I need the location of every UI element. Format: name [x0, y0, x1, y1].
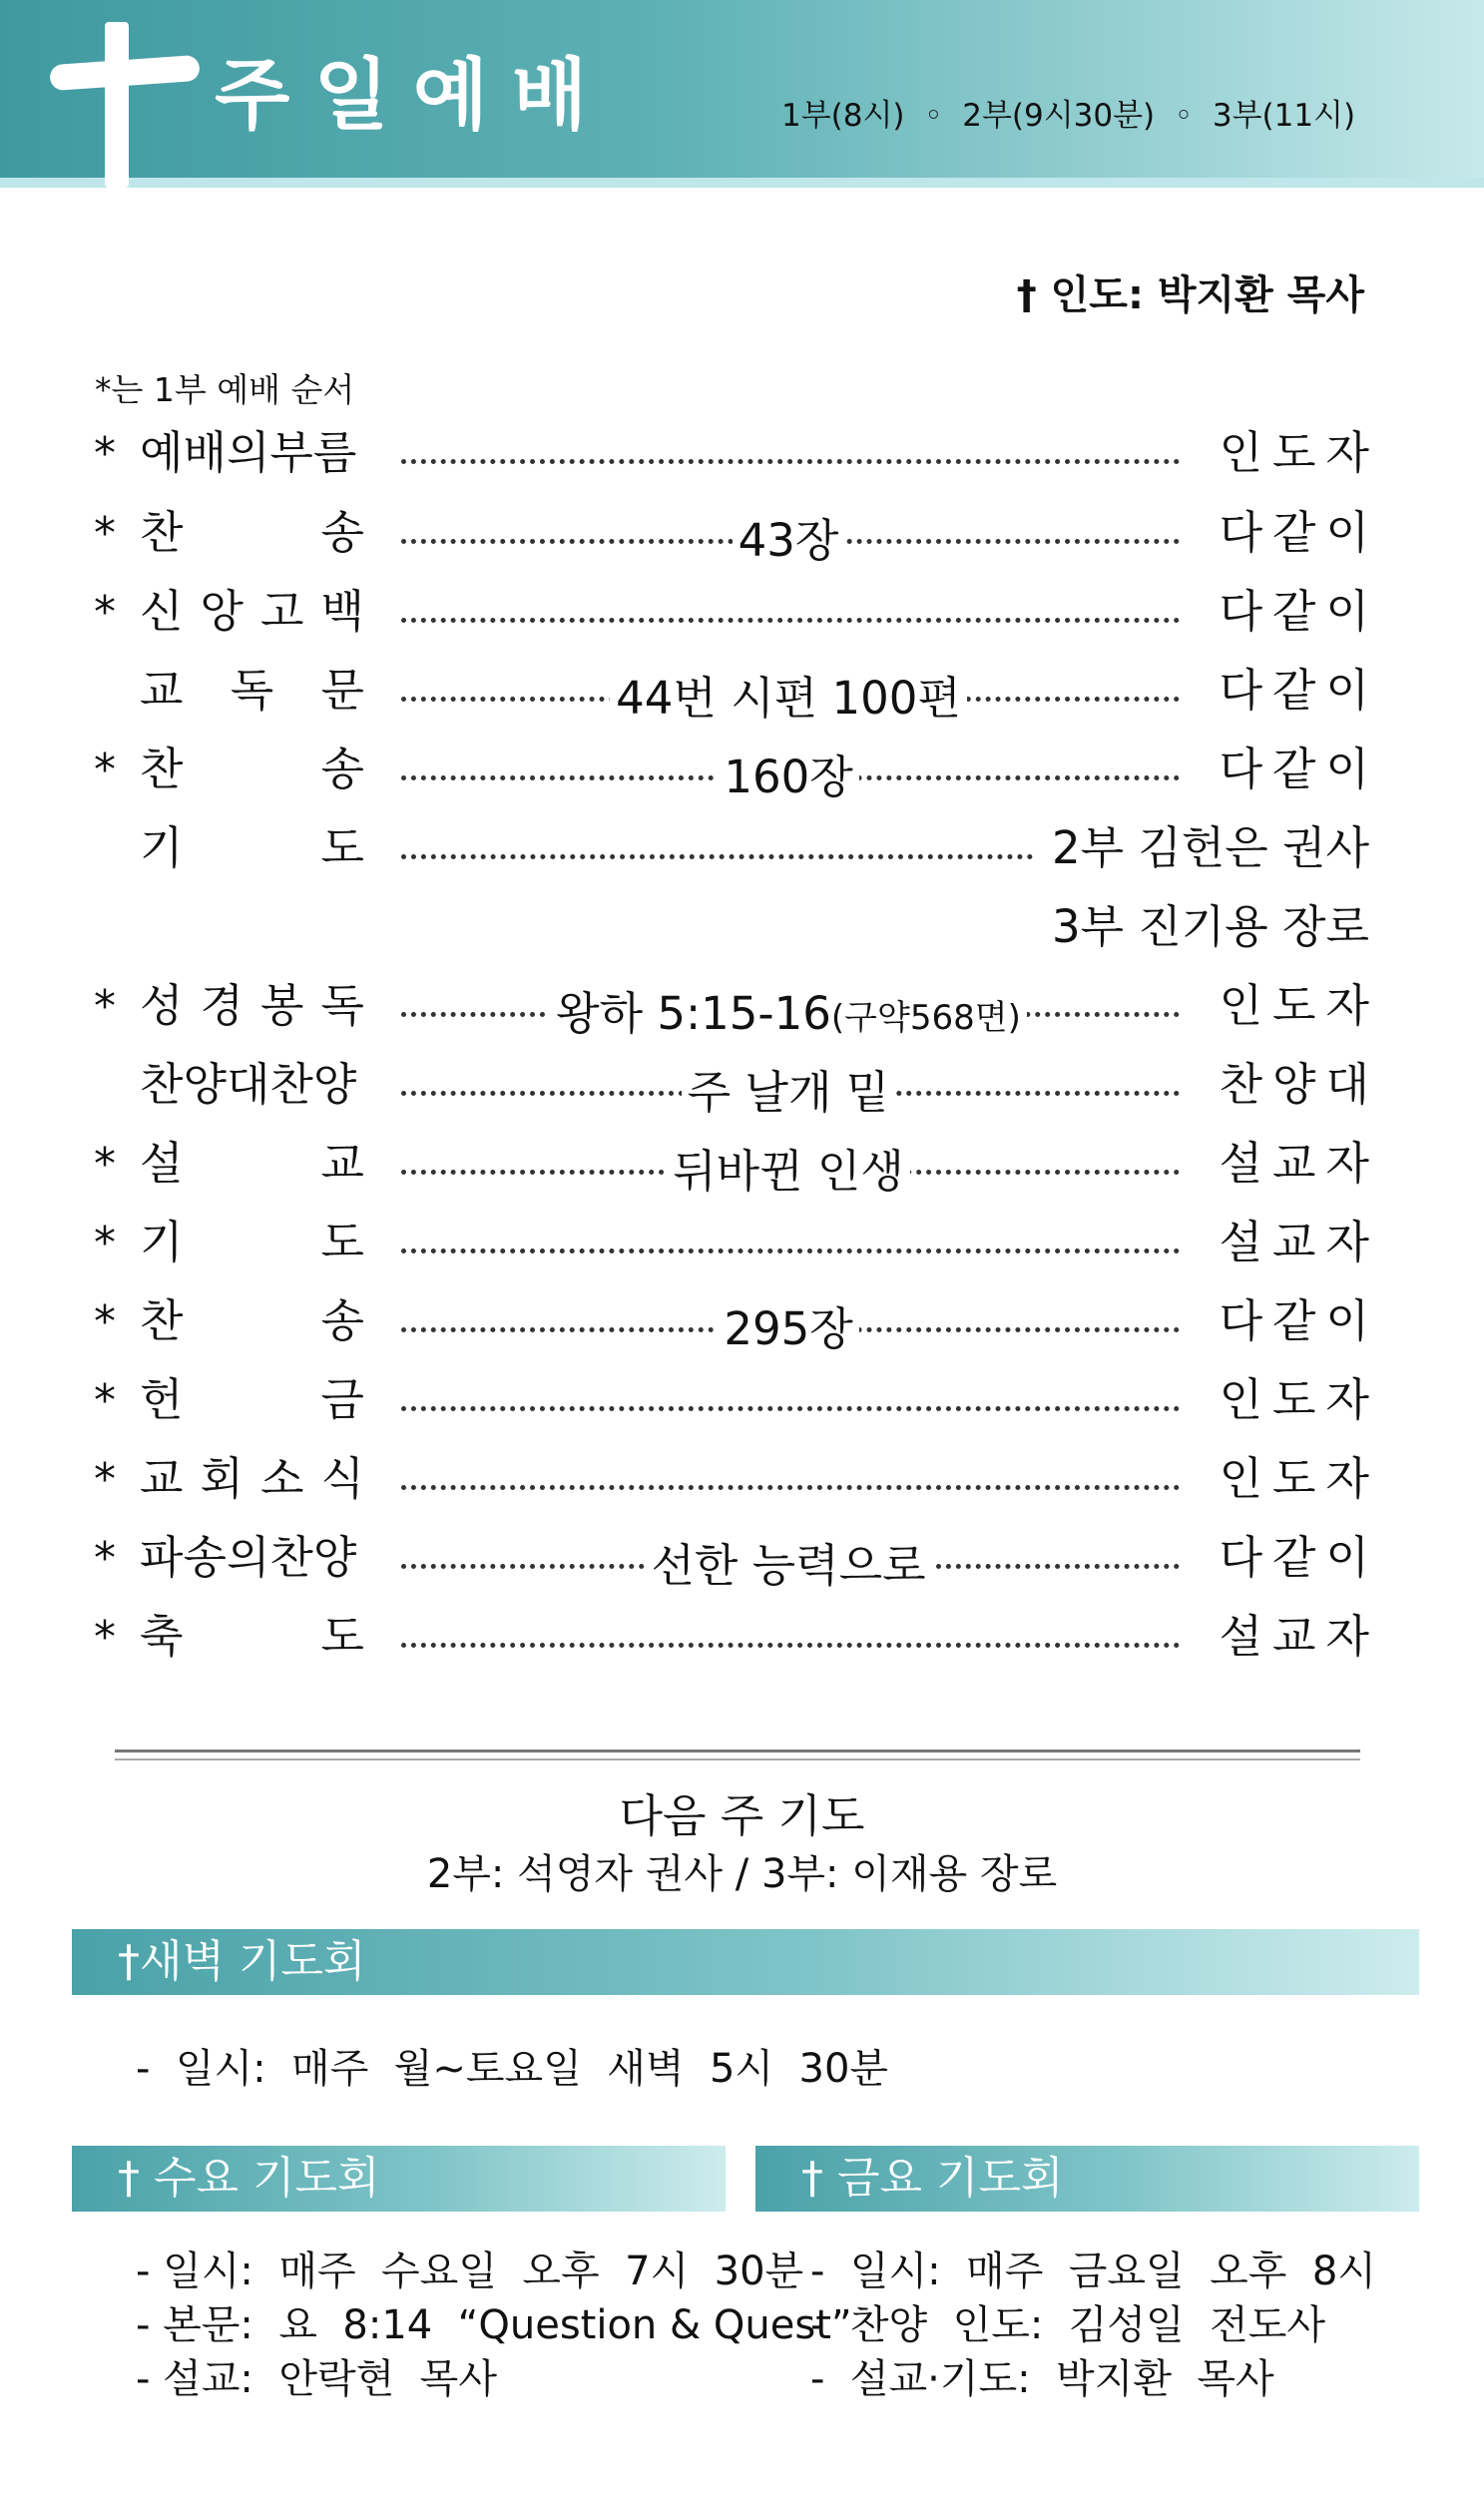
order-item-content-text: 295장: [724, 1302, 853, 1355]
order-row: [0, 499, 1484, 569]
friday-prayer-item: - 찬양 인도: 김성일 전도사: [810, 2302, 1326, 2348]
order-item-person: 다같이: [1219, 506, 1379, 559]
order-item-content-text: 뒤바뀐 인생: [673, 1145, 904, 1198]
order-item-person: 찬양대: [1219, 1058, 1379, 1111]
order-item-content: [449, 1299, 1128, 1359]
order-item-person: 인도자: [1219, 1373, 1379, 1426]
congregation-stand-marker: *: [94, 1454, 116, 1505]
wednesday-prayer-item: - 일시: 매주 수요일 오후 7시 30분: [136, 2249, 804, 2294]
order-item-label: 성 경 봉 독: [140, 979, 364, 1032]
page-title: 주일예배: [215, 51, 612, 141]
order-item-label: 찬 송: [140, 1294, 364, 1347]
order-item-person: 설교자: [1219, 1137, 1379, 1190]
friday-prayer-item: - 설교·기도: 박지환 목사: [810, 2356, 1274, 2402]
divider: [115, 1749, 1360, 1760]
service-times: 1부(8시) ◦ 2부(9시30분) ◦ 3부(11시): [781, 98, 1356, 134]
congregation-stand-marker: *: [94, 1296, 116, 1347]
dawn-prayer-header: †새벽 기도회: [72, 1929, 1419, 1995]
dawn-prayer-item: - 일시: 매주 월~토요일 새벽 5시 30분: [136, 2046, 889, 2092]
order-item-content-note: (구약568면): [830, 998, 1021, 1038]
congregation-stand-marker: *: [94, 745, 116, 795]
order-item-person: 다같이: [1219, 585, 1379, 638]
dotted-leader: [401, 1485, 1180, 1490]
friday-prayer-item: - 일시: 매주 금요일 오후 8시: [810, 2249, 1376, 2294]
order-row: [0, 736, 1484, 805]
order-row: [0, 972, 1484, 1042]
order-row: [0, 1287, 1484, 1357]
order-row: [0, 1209, 1484, 1278]
order-item-label: 파송의찬양: [140, 1531, 357, 1584]
order-item-content-text: 43장: [738, 514, 839, 567]
order-item-content: [449, 1063, 1128, 1123]
order-row: [0, 814, 1484, 884]
dotted-leader: [401, 854, 1033, 859]
order-item-person: 다같이: [1219, 1294, 1379, 1347]
service-leader: † 인도: 박지환 목사: [1016, 272, 1364, 318]
order-item-label: 축 도: [140, 1610, 364, 1663]
order-item-content: [449, 669, 1128, 729]
next-week-prayers: 2부: 석영자 권사 / 3부: 이재용 장로: [426, 1851, 1058, 1897]
order-row: [0, 1603, 1484, 1673]
cross-icon: [105, 22, 129, 188]
next-week-title: 다음 주 기도: [619, 1789, 865, 1842]
order-item-person: 다같이: [1219, 743, 1379, 795]
order-item-person: 인도자: [1219, 979, 1379, 1032]
order-item-label: 교 회 소 식: [140, 1452, 364, 1505]
order-item-content: [449, 511, 1128, 571]
header-stripe: [0, 178, 1484, 188]
order-item-label: 설 교: [140, 1137, 364, 1190]
order-item-label: 교 독 문: [140, 664, 364, 717]
order-item-label: 기 도: [140, 821, 364, 874]
congregation-stand-marker: *: [94, 1375, 116, 1426]
order-item-content: [449, 748, 1128, 807]
congregation-stand-marker: *: [94, 508, 116, 559]
order-item-person: 다같이: [1219, 1531, 1379, 1584]
order-item-content-text: 주 날개 밑: [687, 1066, 890, 1119]
order-item-content-text: 160장: [724, 750, 853, 803]
order-row: [0, 419, 1484, 489]
order-row: [0, 1524, 1484, 1594]
wednesday-prayer-item: - 설교: 안락현 목사: [136, 2356, 497, 2402]
order-row: [0, 1445, 1484, 1515]
congregation-stand-marker: *: [94, 981, 116, 1032]
dotted-leader: [401, 1249, 1180, 1253]
congregation-stand-marker: *: [94, 1218, 116, 1268]
order-item-content-text: 왕하 5:15-16: [556, 987, 831, 1040]
dotted-leader: [401, 1643, 1180, 1648]
order-item-label: 기 도: [140, 1216, 364, 1268]
order-row: [0, 657, 1484, 727]
order-row: [0, 1130, 1484, 1200]
order-item-person: 인도자: [1219, 426, 1379, 479]
congregation-stand-marker: *: [94, 1533, 116, 1584]
order-item-label: 찬 송: [140, 743, 364, 795]
order-item-person: 설교자: [1219, 1610, 1379, 1663]
order-item-person: 설교자: [1219, 1216, 1379, 1268]
order-item-label: 찬 송: [140, 506, 364, 559]
order-item-content-text: 44번 시편 100편: [616, 672, 961, 725]
congregation-stand-marker: *: [94, 1139, 116, 1190]
order-row-continued: [0, 893, 1484, 963]
order-row: [0, 1366, 1484, 1436]
order-item-label: 찬양대찬양: [140, 1058, 357, 1111]
congregation-stand-marker: *: [94, 1612, 116, 1663]
order-item-label: 예배의부름: [140, 426, 357, 479]
congregation-stand-marker: *: [94, 428, 116, 479]
dotted-leader: [401, 618, 1180, 623]
order-item-label: 신 앙 고 백: [140, 585, 364, 638]
wednesday-prayer-header: † 수요 기도회: [72, 2146, 726, 2212]
order-item-content: [449, 984, 1128, 1048]
order-row: [0, 1051, 1484, 1121]
dotted-leader: [401, 459, 1180, 464]
order-item-person: 인도자: [1219, 1452, 1379, 1505]
order-item-content: [449, 1536, 1128, 1596]
order-item-content: [449, 1142, 1128, 1202]
order-item-person: 2부 김헌은 권사: [1051, 821, 1369, 874]
order-item-person: 다같이: [1219, 664, 1379, 717]
friday-prayer-header: † 금요 기도회: [755, 2146, 1419, 2212]
order-item-label: 헌 금: [140, 1373, 364, 1426]
wednesday-prayer-item: - 본문: 요 8:14 “Question & Quest”: [136, 2302, 852, 2348]
order-item-content-text: 선한 능력으로: [651, 1539, 926, 1592]
order-row: [0, 578, 1484, 648]
order-item-person: 3부 진기용 장로: [1051, 900, 1369, 953]
dotted-leader: [401, 1406, 1180, 1411]
order-note: *는 1부 예배 순서: [95, 370, 355, 409]
congregation-stand-marker: *: [94, 587, 116, 638]
